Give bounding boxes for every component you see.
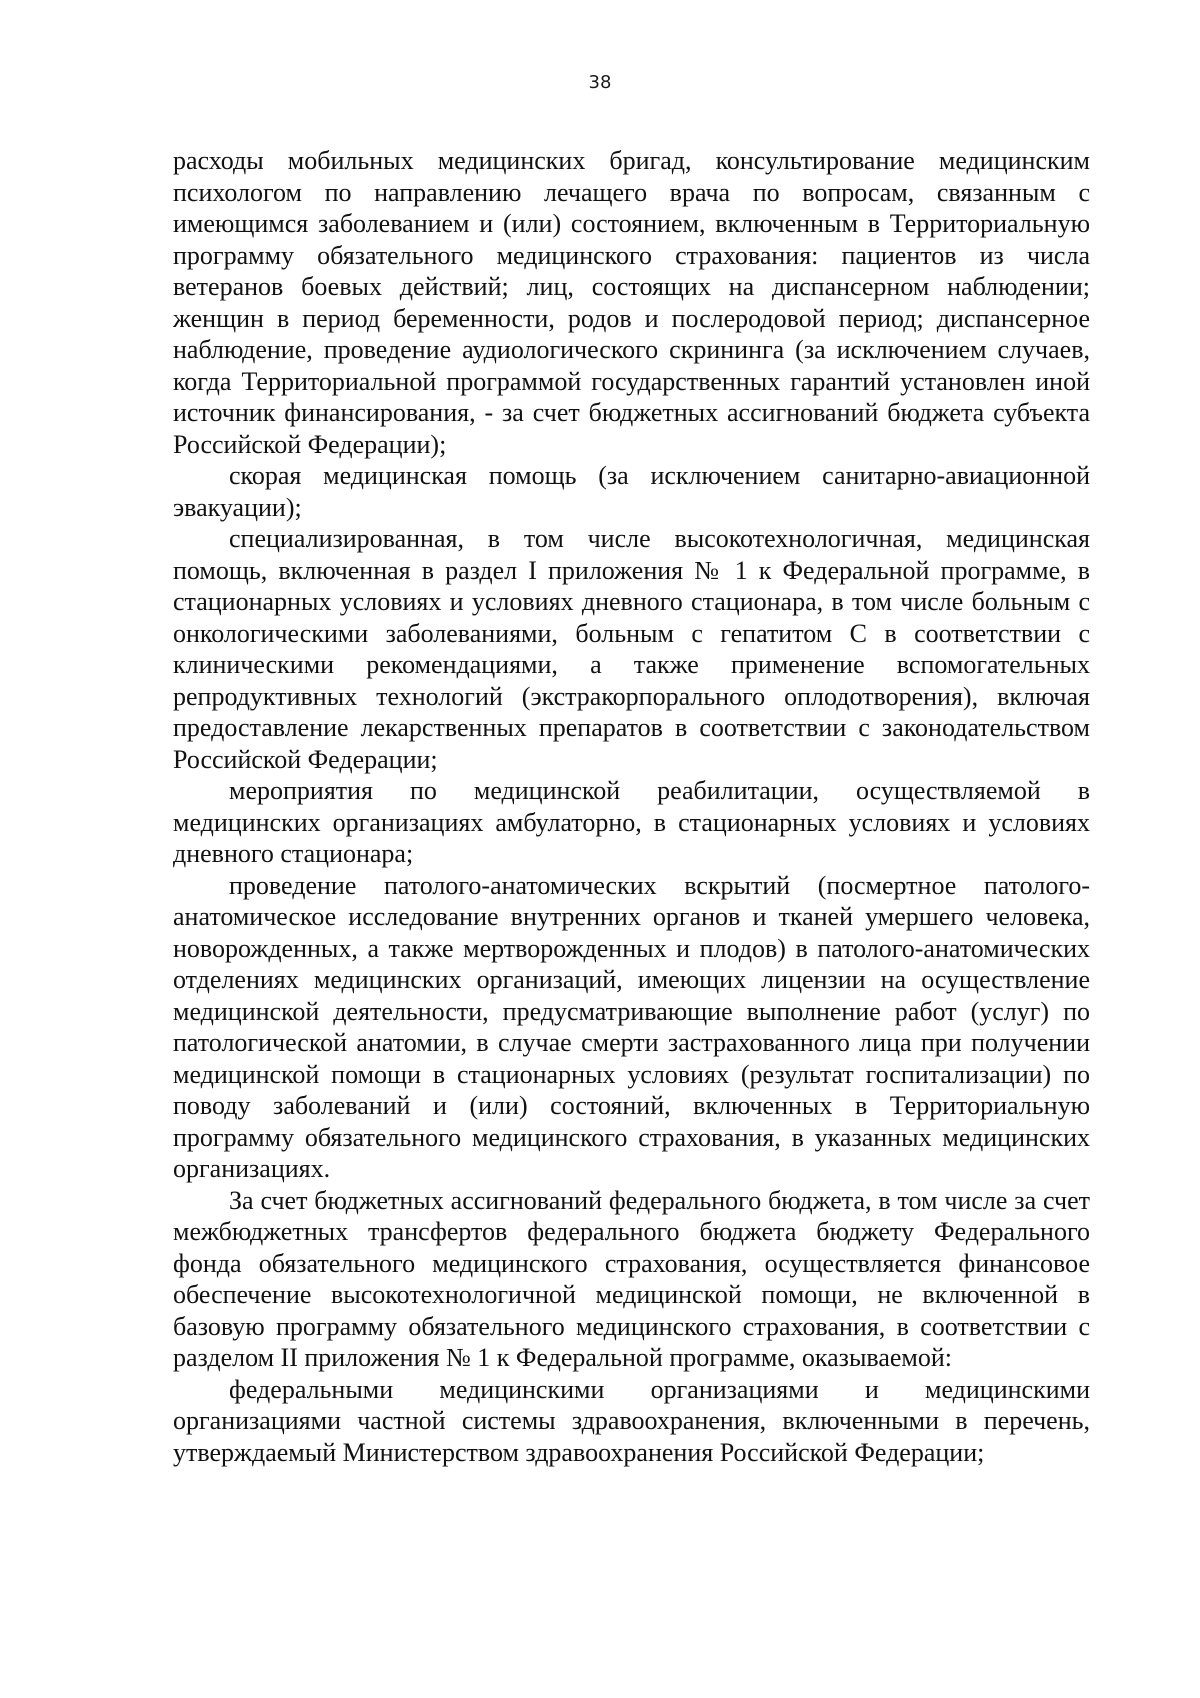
paragraph-federal-organizations: федеральными медицинскими организациями и медицинскими организациями частной системы здравоохранения, включенными в перечень, утверждаемый Министерством здравоохранения Российской Федерации; bbox=[173, 1374, 1090, 1467]
paragraph-federal-budget: За счет бюджетных ассигнований федерального бюджета, в том числе за счет межбюджетных трансфертов федерального бюджета бюджету Федерального фонда обязательного медицинского страхования, осуществляется финансовое обеспечение высокотехнологичной медицинской помощи, не включенной в базовую программу обязательного медицинского страхования, в соответствии с разделом II приложения № 1 к Федеральной программе, оказываемой: bbox=[173, 1185, 1090, 1372]
paragraph-autopsies: проведение патолого-анатомических вскрытий (посмертное патолого-анатомическое исследование внутренних органов и тканей умершего человека, новорожденных, а также мертворожденных и плодов) в патолого-анатомических отделениях медицинских организаций, имеющих лицензии на осуществление медицинской деятельности, предусматривающие выполнение работ (услуг) по патологической анатомии, в случае смерти застрахованного лица при получении медицинской помощи в стационарных условиях (результат госпитализации) по поводу заболеваний и (или) состояний, включенных в Территориальную программу обязательного медицинского страхования, в указанных медицинских организациях. bbox=[173, 870, 1090, 1183]
paragraph-specialized-care: специализированная, в том числе высокотехнологичная, медицинская помощь, включенная в раздел I приложения № 1 к Федеральной программе, в стационарных условиях и условиях дневного стационара, в том числе больным с онкологическими заболеваниями, больным с гепатитом С в соответствии с клиническими рекомендациями, а также применение вспомогательных репродуктивных технологий (экстракорпорального оплодотворения), включая предоставление лекарственных препаратов в соответствии с законодательством Российской Федерации; bbox=[173, 524, 1090, 774]
page-number: 38 bbox=[588, 72, 612, 93]
document-body bbox=[173, 145, 1090, 1468]
paragraph-rehabilitation: мероприятия по медицинской реабилитации, осуществляемой в медицинских организациях амбулаторно, в стационарных условиях и условиях дневного стационара; bbox=[173, 776, 1090, 868]
paragraph-emergency-care: скорая медицинская помощь (за исключением санитарно-авиационной эвакуации); bbox=[173, 461, 1090, 522]
paragraph-mobile-brigades-continuation: расходы мобильных медицинских бригад, консультирование медицинским психологом по направлению лечащего врача по вопросам, связанным с имеющимся заболеванием и (или) состоянием, включенным в Территориальную программу обязательного медицинского страхования: пациентов из числа ветеранов боевых действий; лиц, состоящих на диспансерном наблюдении; женщин в период беременности, родов и послеродовой период; диспансерное наблюдение, проведение аудиологического скрининга (за исключением случаев, когда Территориальной программой государственных гарантий установлен иной источник финансирования, - за счет бюджетных ассигнований бюджета субъекта Российской Федерации); bbox=[173, 146, 1090, 459]
